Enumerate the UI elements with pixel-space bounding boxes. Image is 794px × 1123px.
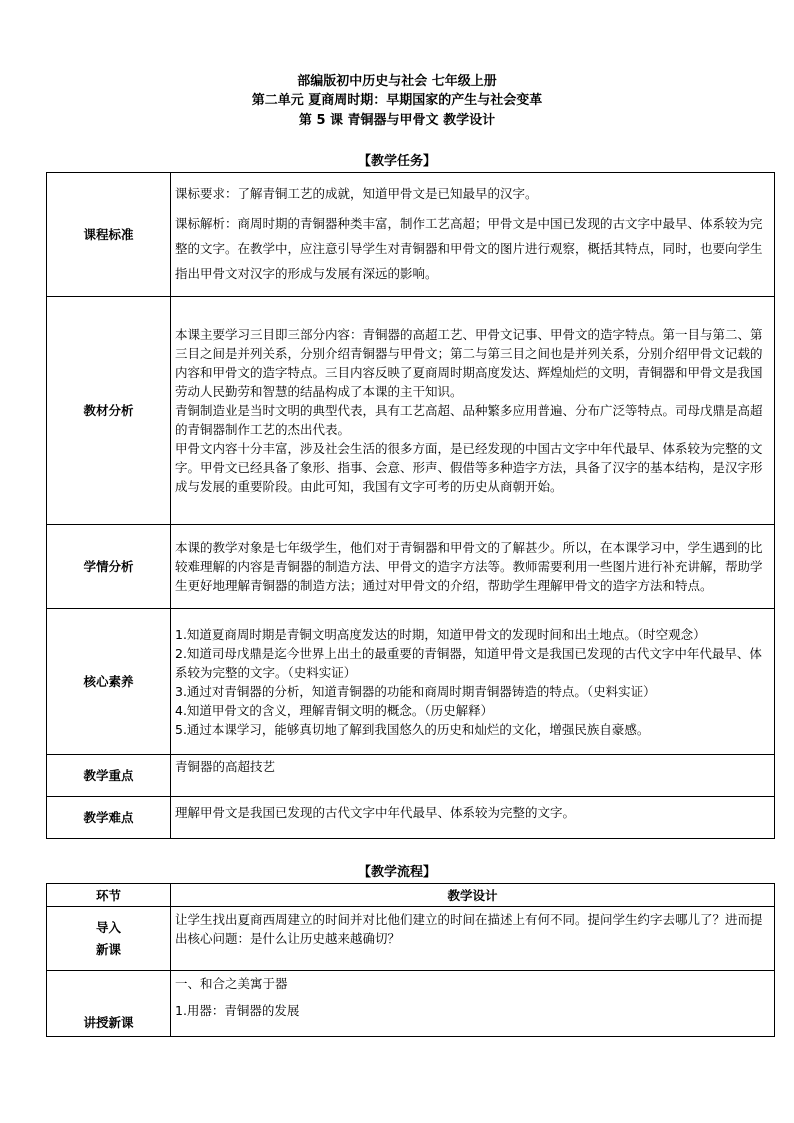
doc-title-line1: 部编版初中历史与社会 七年级上册 bbox=[297, 74, 497, 89]
row-label: 学情分析 bbox=[47, 525, 171, 609]
paragraph: 一、和合之美寓于器 bbox=[175, 976, 288, 991]
row-label-line: 新课 bbox=[95, 941, 121, 957]
column-header: 教学设计 bbox=[171, 884, 775, 907]
doc-title-line2: 第二单元 夏商周时期：早期国家的产生与社会变革 bbox=[251, 93, 543, 108]
paragraph: 本课的教学对象是七年级学生，他们对于青铜器和甲骨文的了解甚少。所以，在本课学习中，学生遇到的比较难理解的内容是青铜器的制造方法、甲骨文的造字方法等。教师需要利用一些图片进行补充讲解，帮助学生更好地理解青铜器的制造方法；通过对甲骨文的介绍，帮助学生理解甲骨文的造字方法和特点。 bbox=[175, 540, 763, 593]
row-label: 核心素养 bbox=[47, 609, 171, 755]
row-label: 课程标准 bbox=[47, 173, 171, 297]
row-content bbox=[171, 907, 775, 971]
paragraph: 3.通过对青铜器的分析，知道青铜器的功能和商周时期青铜器铸造的特点。（史料实证） bbox=[175, 683, 656, 699]
task-table bbox=[46, 172, 775, 839]
task-row-difficult-point bbox=[47, 797, 775, 839]
paragraph: 4.知道甲骨文的含义，理解青铜文明的概念。（历史解释） bbox=[175, 702, 494, 718]
flow-row-new-lesson bbox=[47, 971, 775, 1037]
row-content bbox=[171, 297, 775, 525]
task-row-key-point bbox=[47, 755, 775, 797]
flow-header-row bbox=[47, 884, 775, 907]
paragraph: 课标要求：了解青铜工艺的成就，知道甲骨文是已知最早的汉字。 bbox=[175, 185, 538, 201]
paragraph: 本课主要学习三目即三部分内容：青铜器的高超工艺、甲骨文记事、甲骨文的造字特点。第一目与第二、第三目之间是并列关系，分别介绍青铜器与甲骨文；第二与第三目之间也是并列关系，分别介绍甲骨文记载的内容和甲骨文的造字特点。三目内容反映了夏商周时期高度发达、辉煌灿烂的文明，青铜器和甲骨文是我国劳动人民勤劳和智慧的结晶构成了本课的主干知识。 bbox=[175, 327, 763, 399]
paragraph: 2.知道司母戊鼎是迄今世界上出土的最重要的青铜器，知道甲骨文是我国已发现的古代文字中年代最早、体系较为完整的文字。（史料实证） bbox=[175, 645, 762, 680]
row-content bbox=[171, 755, 775, 797]
paragraph: 1.知道夏商周时期是青铜文明高度发达的时期，知道甲骨文的发现时间和出土地点。（时空观念） bbox=[175, 626, 706, 642]
flow-table bbox=[46, 883, 775, 1037]
paragraph: 让学生找出夏商西周建立的时间并对比他们建立的时间在描述上有何不同。提问学生约字去哪儿了？进而提出核心问题：是什么让历史越来越确切？ bbox=[175, 912, 763, 946]
task-row-textbook-analysis bbox=[47, 297, 775, 525]
paragraph: 5.通过本课学习，能够真切地了解到我国悠久的历史和灿烂的文化，增强民族自豪感。 bbox=[175, 721, 650, 737]
paragraph: 理解甲骨文是我国已发现的古代文字中年代最早、体系较为完整的文字。 bbox=[175, 805, 576, 820]
task-section-title: 【教学任务】 bbox=[357, 154, 436, 169]
paragraph: 青铜器的高超技艺 bbox=[175, 759, 276, 774]
task-row-course-standard bbox=[47, 173, 775, 297]
row-label: 讲授新课 bbox=[47, 971, 171, 1037]
row-content bbox=[171, 609, 775, 755]
task-row-core-literacy bbox=[47, 609, 775, 755]
row-label-line: 导入 bbox=[95, 919, 121, 935]
paragraph: 甲骨文内容十分丰富，涉及社会生活的很多方面，是已经发现的中国古文字中年代最早、体系较为完整的文字。甲骨文已经具备了象形、指事、会意、形声、假借等多种造字方法，具备了汉字的基本结构，是汉字形成与发展的重要阶段。由此可知，我国有文字可考的历史从商朝开始。 bbox=[175, 441, 763, 494]
row-content bbox=[171, 797, 775, 839]
row-content bbox=[171, 525, 775, 609]
row-label bbox=[47, 907, 171, 971]
row-label: 教材分析 bbox=[47, 297, 171, 525]
paragraph: 1.用器：青铜器的发展 bbox=[175, 1003, 300, 1018]
row-label: 教学重点 bbox=[47, 755, 171, 797]
row-content bbox=[171, 173, 775, 297]
flow-section-title: 【教学流程】 bbox=[357, 865, 436, 880]
column-header: 环节 bbox=[47, 884, 171, 907]
task-row-learner-analysis bbox=[47, 525, 775, 609]
row-label: 教学难点 bbox=[47, 797, 171, 839]
row-content bbox=[171, 971, 775, 1037]
flow-row-intro bbox=[47, 907, 775, 971]
paragraph: 课标解析：商周时期的青铜器种类丰富，制作工艺高超；甲骨文是中国已发现的古文字中最早、体系较为完整的文字。在教学中，应注意引导学生对青铜器和甲骨文的图片进行观察，概括其特点，同时，也要向学生指出甲骨文对汉字的形成与发展有深远的影响。 bbox=[175, 215, 763, 281]
paragraph: 青铜制造业是当时文明的典型代表，具有工艺高超、品种繁多应用普遍、分布广泛等特点。司母戊鼎是高超的青铜器制作工艺的杰出代表。 bbox=[175, 403, 763, 437]
doc-title-line3: 第 5 课 青铜器与甲骨文 教学设计 bbox=[298, 113, 496, 128]
